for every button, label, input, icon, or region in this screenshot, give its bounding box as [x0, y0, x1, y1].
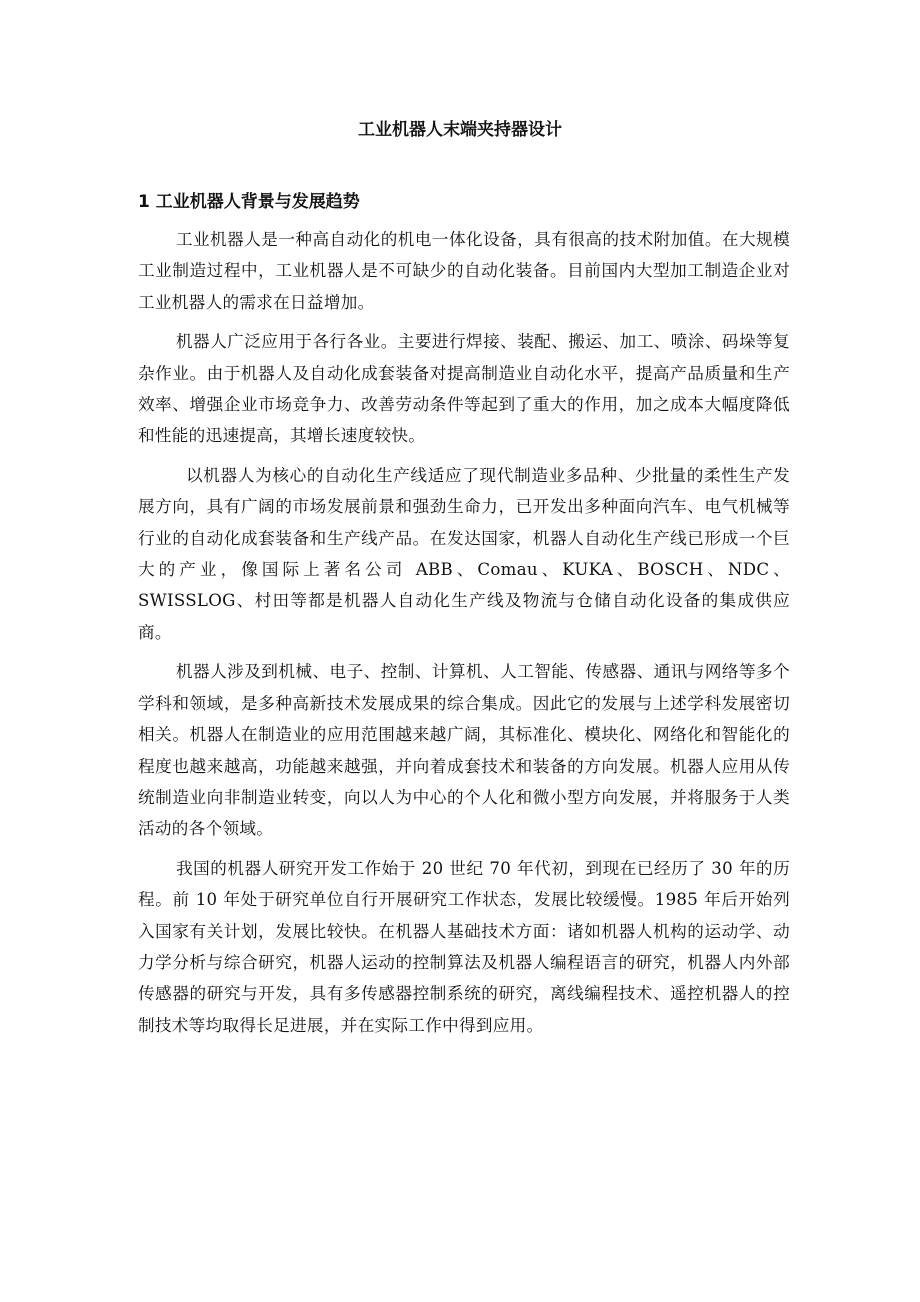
paragraph-3: 以机器人为核心的自动化生产线适应了现代制造业多品种、少批量的柔性生产发展方向，具有广阔的市场发展前景和强劲生命力，已开发出多种面向汽车、电气机械等行业的自动化成套装备和生产线产品。在发达国家，机器人自动化生产线已形成一个巨大的产业，像国际上著名公司 ABB、Comau、KUKA、BOSCH、NDC、SWISSLOG、村田等都是机器人自动化生产线及物流与仓储自动化设备的集成供应商。	[138, 465, 790, 642]
paragraph-1: 工业机器人是一种高自动化的机电一体化设备，具有很高的技术附加值。在大规模工业制造过程中，工业机器人是不可缺少的自动化装备。目前国内大型加工制造企业对工业机器人的需求在日益增加。	[138, 230, 790, 312]
body-text	[138, 224, 790, 1049]
paragraph-4: 机器人涉及到机械、电子、控制、计算机、人工智能、传感器、通讯与网络等多个学科和领域，是多种高新技术发展成果的综合集成。因此它的发展与上述学科发展密切相关。机器人在制造业的应用范围越来越广阔，其标准化、模块化、网络化和智能化的程度也越来越高，功能越来越强，并向着成套技术和装备的方向发展。机器人应用从传统制造业向非制造业转变，向以人为中心的个人化和微小型方向发展，并将服务于人类活动的各个领域。	[138, 662, 790, 839]
document-title: 工业机器人末端夹持器设计	[358, 120, 562, 140]
section-heading: 1 工业机器人背景与发展趋势	[138, 192, 360, 212]
paragraph-5: 我国的机器人研究开发工作始于 20 世纪 70 年代初，到现在已经历了 30 年的历程。前 10 年处于研究单位自行开展研究工作状态，发展比较缓慢。1985 年后开始列入国家有关计划，发展比较快。在机器人基础技术方面：诸如机器人机构的运动学、动力学分析与综合研究，机器人运动的控制算法及机器人编程语言的研究，机器人内外部传感器的研究与开发，具有多传感器控制系统的研究，离线编程技术、遥控机器人的控制技术等均取得长足进展，并在实际工作中得到应用。	[138, 858, 790, 1035]
paragraph-2: 机器人广泛应用于各行各业。主要进行焊接、装配、搬运、加工、喷涂、码垛等复杂作业。由于机器人及自动化成套装备对提高制造业自动化水平，提高产品质量和生产效率、增强企业市场竞争力、改善劳动条件等起到了重大的作用，加之成本大幅度降低和性能的迅速提高，其增长速度较快。	[138, 332, 790, 446]
